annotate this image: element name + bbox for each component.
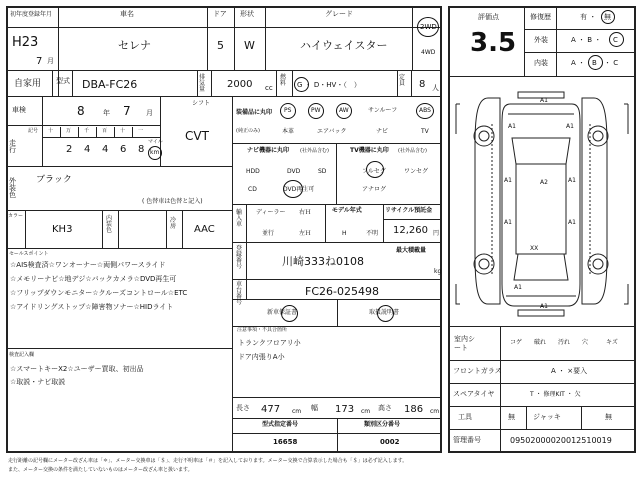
mileage-label: 走行 — [9, 139, 16, 154]
exterior-options: A ・ B ・ — [571, 36, 602, 44]
tv-oneseg: ワンセグ — [404, 168, 429, 175]
interior-color-label: 内装色 — [106, 215, 113, 234]
recycle-value: 12,260 — [393, 225, 428, 236]
sales-point-line: ☆メモリーナビ☆地デジ☆バックカメラ☆DVD再生可 — [10, 275, 177, 283]
note-line: ドア内張りA小 — [238, 353, 285, 361]
sales-points-label: セールスポイント — [9, 251, 49, 257]
inspection-month: 7 — [123, 104, 131, 118]
chassis-value: FC26-025498 — [305, 285, 379, 298]
shape-label: 形状 — [240, 10, 254, 18]
abs-circle — [416, 103, 434, 119]
drive-circled: 2WD — [420, 23, 437, 31]
model-year-value: H — [342, 230, 347, 237]
jack-label: ジャッキ — [533, 413, 561, 421]
interior-sheet-label: 室内シート — [454, 335, 475, 353]
model-year-unknown: 不明 — [366, 230, 379, 237]
equipment-item: PW — [311, 107, 321, 114]
type-no-label: 型式指定番号 — [262, 421, 299, 428]
fuel-label: 燃料 — [280, 74, 287, 87]
manual-circle — [281, 305, 298, 322]
grade-label: グレード — [325, 10, 353, 18]
aw-circle — [336, 103, 352, 119]
person-unit: 人 — [432, 84, 439, 92]
mileage-unit-label: 万 — [66, 128, 72, 134]
tv-analog: アナログ — [362, 186, 387, 193]
month-unit: 月 — [47, 57, 54, 65]
diagram-label-rd: A1 — [568, 177, 576, 184]
exterior-color-note: ( 色替車は色替と記入) — [142, 198, 203, 205]
diagram-label-rr: A1 — [568, 219, 576, 226]
interior-sheet-item: キズ — [606, 339, 618, 346]
mgmt-label: 管理番号 — [453, 436, 481, 444]
note-line: トランクフロアリ小 — [238, 339, 301, 347]
front-glass-value: A ・ ×要入 — [551, 367, 588, 375]
chassis-label: 車台番号 — [236, 281, 243, 306]
shape-value: W — [244, 39, 255, 52]
mileage-col-label: 記号 — [28, 128, 39, 134]
km-circled: km — [150, 149, 160, 156]
width-cm: cm — [361, 408, 371, 415]
import-label: 輸入車 — [236, 209, 243, 228]
interior-options-c: ・ C — [604, 59, 619, 67]
interior-sheet-item: コゲ — [510, 339, 523, 346]
inspector-note-line: ☆スマートキーX2☆ユーザー買取、初出品 — [10, 365, 144, 373]
navi-cd: CD — [248, 186, 257, 193]
drive-other: 4WD — [421, 49, 436, 56]
import-right: 右Ｈ — [299, 209, 312, 216]
kg-unit: kg — [434, 268, 442, 275]
notes-header: 注意事項・不具合箇所 — [237, 327, 288, 333]
fuel-circle — [294, 77, 309, 92]
mileage-digit: 2 — [66, 144, 73, 155]
interior-circled: B — [592, 59, 597, 67]
max-load-label: 最大積載量 — [396, 247, 427, 254]
equipment-label: 装備品に丸印 — [236, 109, 273, 116]
car-name: セレナ — [118, 39, 151, 52]
tools-label: 工具 — [458, 413, 472, 421]
pw-circle — [308, 103, 324, 119]
diagram-label-front: A1 — [540, 97, 548, 104]
displacement-value: 2000 — [227, 79, 253, 90]
footer-line1: 走行距離の記号欄にメーター改ざん車は「＊」、メーター交換車は「＄」、走行不明車は「＃」を記入しております。メーター交換で合算表示した場合も「＄」は必ず記入します。 — [8, 458, 408, 464]
score-value: 3.5 — [470, 28, 517, 58]
mileage-unit-label: 十 — [48, 128, 54, 134]
inspection-month-unit: 月 — [146, 109, 153, 117]
navi-header: ナビ機器に丸印 — [247, 147, 290, 154]
navi-hdd: HDD — [246, 168, 260, 175]
mileage-digit: 4 — [102, 144, 109, 155]
yen-unit: 円 — [433, 230, 440, 237]
mileage-unit-label: 十 — [120, 128, 126, 134]
repair-circled: 無 — [604, 13, 611, 21]
model-year-label: モデル年式 — [332, 207, 362, 214]
sales-point-line: ☆アイドリングストップ☆障害物ソナー☆HIDライト — [10, 303, 174, 311]
diagram-label-roof: A2 — [540, 179, 548, 186]
navi-dvd-play: DVD再生可 — [283, 186, 315, 193]
type-label: 型式 — [56, 77, 70, 85]
diagram-label-fr: A1 — [566, 123, 574, 130]
car-damage-diagram — [448, 84, 636, 324]
diagram-label-rl: A1 — [514, 284, 522, 291]
registration-value: 川崎333ね0108 — [282, 255, 364, 268]
color-code-value: KH3 — [52, 224, 73, 235]
inspector-note-line: ☆取説・ナビ取説 — [10, 378, 66, 386]
mileage-digit: 4 — [84, 144, 91, 155]
equipment-item: サンルーフ — [368, 107, 398, 114]
exterior-color-value: ブラック — [36, 175, 72, 185]
fullseg-circle — [366, 161, 384, 178]
interior-sheet-item: 穴 — [582, 339, 589, 346]
doors-value: 5 — [217, 39, 224, 52]
type-no-value: 16658 — [273, 438, 298, 446]
doors-label: ドア — [213, 10, 227, 18]
model-code: DBA-FC26 — [82, 78, 138, 91]
first-reg-label: 初年度登録年月 — [10, 11, 53, 18]
equipment-item: AW — [339, 107, 349, 114]
tv-note: (社外品含む) — [398, 148, 427, 154]
mileage-column-divider — [78, 127, 79, 137]
grade-value: ハイウェイスター — [300, 39, 388, 52]
footer-line2: また、メーター交換の条件を満たしていないものはメーター改ざん車と扱います。 — [8, 467, 193, 473]
height-value: 186 — [404, 404, 424, 415]
ps-circle — [280, 103, 296, 119]
mileage-column-divider — [132, 127, 133, 137]
mileage-digit: 6 — [120, 144, 127, 155]
cc-unit: cc — [265, 84, 273, 92]
mileage-column-divider — [60, 127, 61, 137]
tv-header: TV機器に丸印 — [350, 147, 389, 154]
interior-label: 内装 — [534, 59, 548, 67]
mgmt-value: 09502000020012510019 — [510, 436, 612, 445]
inspection-year-unit: 年 — [103, 109, 110, 117]
equipment-item: エアバック — [317, 128, 347, 135]
height-label: 高さ — [378, 404, 392, 412]
import-dealer: ディーラー — [256, 209, 286, 216]
inspection-label: 車検 — [12, 106, 26, 114]
first-reg-year: H23 — [12, 35, 39, 50]
repair-label: 修復歴 — [530, 13, 551, 21]
mileage-column-divider — [114, 127, 115, 137]
usage-label: 自家用 — [14, 79, 42, 89]
diagram-label-lr: A1 — [504, 219, 512, 226]
capacity-label: 定員 — [399, 74, 406, 87]
color-code-label: カラー — [8, 213, 24, 219]
spare-label: スペアタイヤ — [453, 390, 495, 398]
aircon-label: 冷房 — [170, 217, 177, 230]
inspection-year: 8 — [77, 104, 85, 118]
front-glass-label: フロントガラス — [453, 367, 502, 375]
length-value: 477 — [261, 404, 281, 415]
navi-dvd: DVD — [287, 168, 301, 175]
aircon-value: AAC — [194, 224, 215, 235]
length-cm: cm — [292, 408, 302, 415]
diagram-label-rear: A1 — [540, 303, 548, 310]
dvd-play-circle — [283, 180, 303, 198]
tv-fullseg: フルセグ — [362, 168, 386, 175]
first-reg-month: 7 — [36, 56, 43, 67]
equipment-item: TV — [421, 128, 429, 135]
width-value: 173 — [335, 404, 355, 415]
navi-note: (社外品含む) — [300, 148, 329, 154]
shift-value: CVT — [185, 129, 209, 143]
import-parallel: 並行 — [262, 230, 275, 237]
diagram-label-fl: A1 — [508, 123, 516, 130]
manual-label: 新車保証書 — [267, 309, 298, 316]
exterior-circled: C — [613, 36, 618, 44]
shift-label: シフト — [192, 100, 211, 107]
capacity-value: 8 — [419, 79, 426, 90]
exterior-color-label: 外装色 — [9, 177, 16, 199]
jack-value: 無 — [605, 413, 612, 421]
interior-options-a: A ・ — [571, 59, 586, 67]
manual2-label: 取扱説明書 — [369, 309, 400, 316]
recycle-label: リサイクル預託金 — [385, 207, 433, 214]
manual2-circle — [377, 305, 394, 322]
mileage-unit-label: 百 — [102, 128, 108, 134]
displacement-label: 排気量 — [199, 74, 206, 93]
diagram-label-xx: XX — [530, 245, 539, 252]
repair-options: 有 ・ — [580, 13, 597, 21]
equipment-sub-label: (純正のみ) — [236, 128, 260, 134]
height-cm: cm — [430, 408, 440, 415]
car-name-label: 車名 — [120, 10, 134, 18]
mileage-unit-label: 千 — [84, 128, 90, 134]
score-label: 評価点 — [478, 13, 499, 21]
class-no-value: 0002 — [380, 438, 400, 446]
fuel-options: G ・ D・HV・（ ） — [297, 81, 361, 89]
navi-sd: SD — [318, 168, 327, 175]
mileage-column-divider — [96, 127, 97, 137]
inspector-notes-label: 検査記入欄 — [9, 352, 35, 358]
equipment-item: ナビ — [376, 128, 389, 135]
width-label: 幅 — [311, 404, 318, 412]
interior-sheet-item: 汚れ — [558, 339, 571, 346]
diagram-label-ld: A1 — [504, 177, 512, 184]
import-left: 左Ｈ — [299, 230, 312, 237]
tools-value: 無 — [508, 413, 515, 421]
mileage-digit: 8 — [138, 144, 145, 155]
class-no-label: 類別区分番号 — [364, 421, 401, 428]
equipment-item: PS — [284, 107, 292, 114]
equipment-item: ABS — [419, 107, 431, 114]
exterior-label: 外装 — [534, 36, 548, 44]
mile-label: マイル — [148, 139, 163, 145]
interior-sheet-item: 破れ — [534, 339, 547, 346]
mileage-unit-label: 一 — [138, 128, 144, 134]
sales-point-line: ☆フリップダウンモニター☆クルーズコントロール☆ETC — [10, 289, 188, 297]
sales-point-line: ☆AIS検査済☆ワンオーナー☆両側パワースライド — [10, 261, 166, 269]
registration-label: 登録番号 — [236, 245, 243, 270]
spare-value: T ・ 修理KIT ・ 欠 — [530, 391, 581, 398]
length-label: 長さ — [236, 404, 250, 412]
equipment-item: 本革 — [282, 128, 295, 135]
